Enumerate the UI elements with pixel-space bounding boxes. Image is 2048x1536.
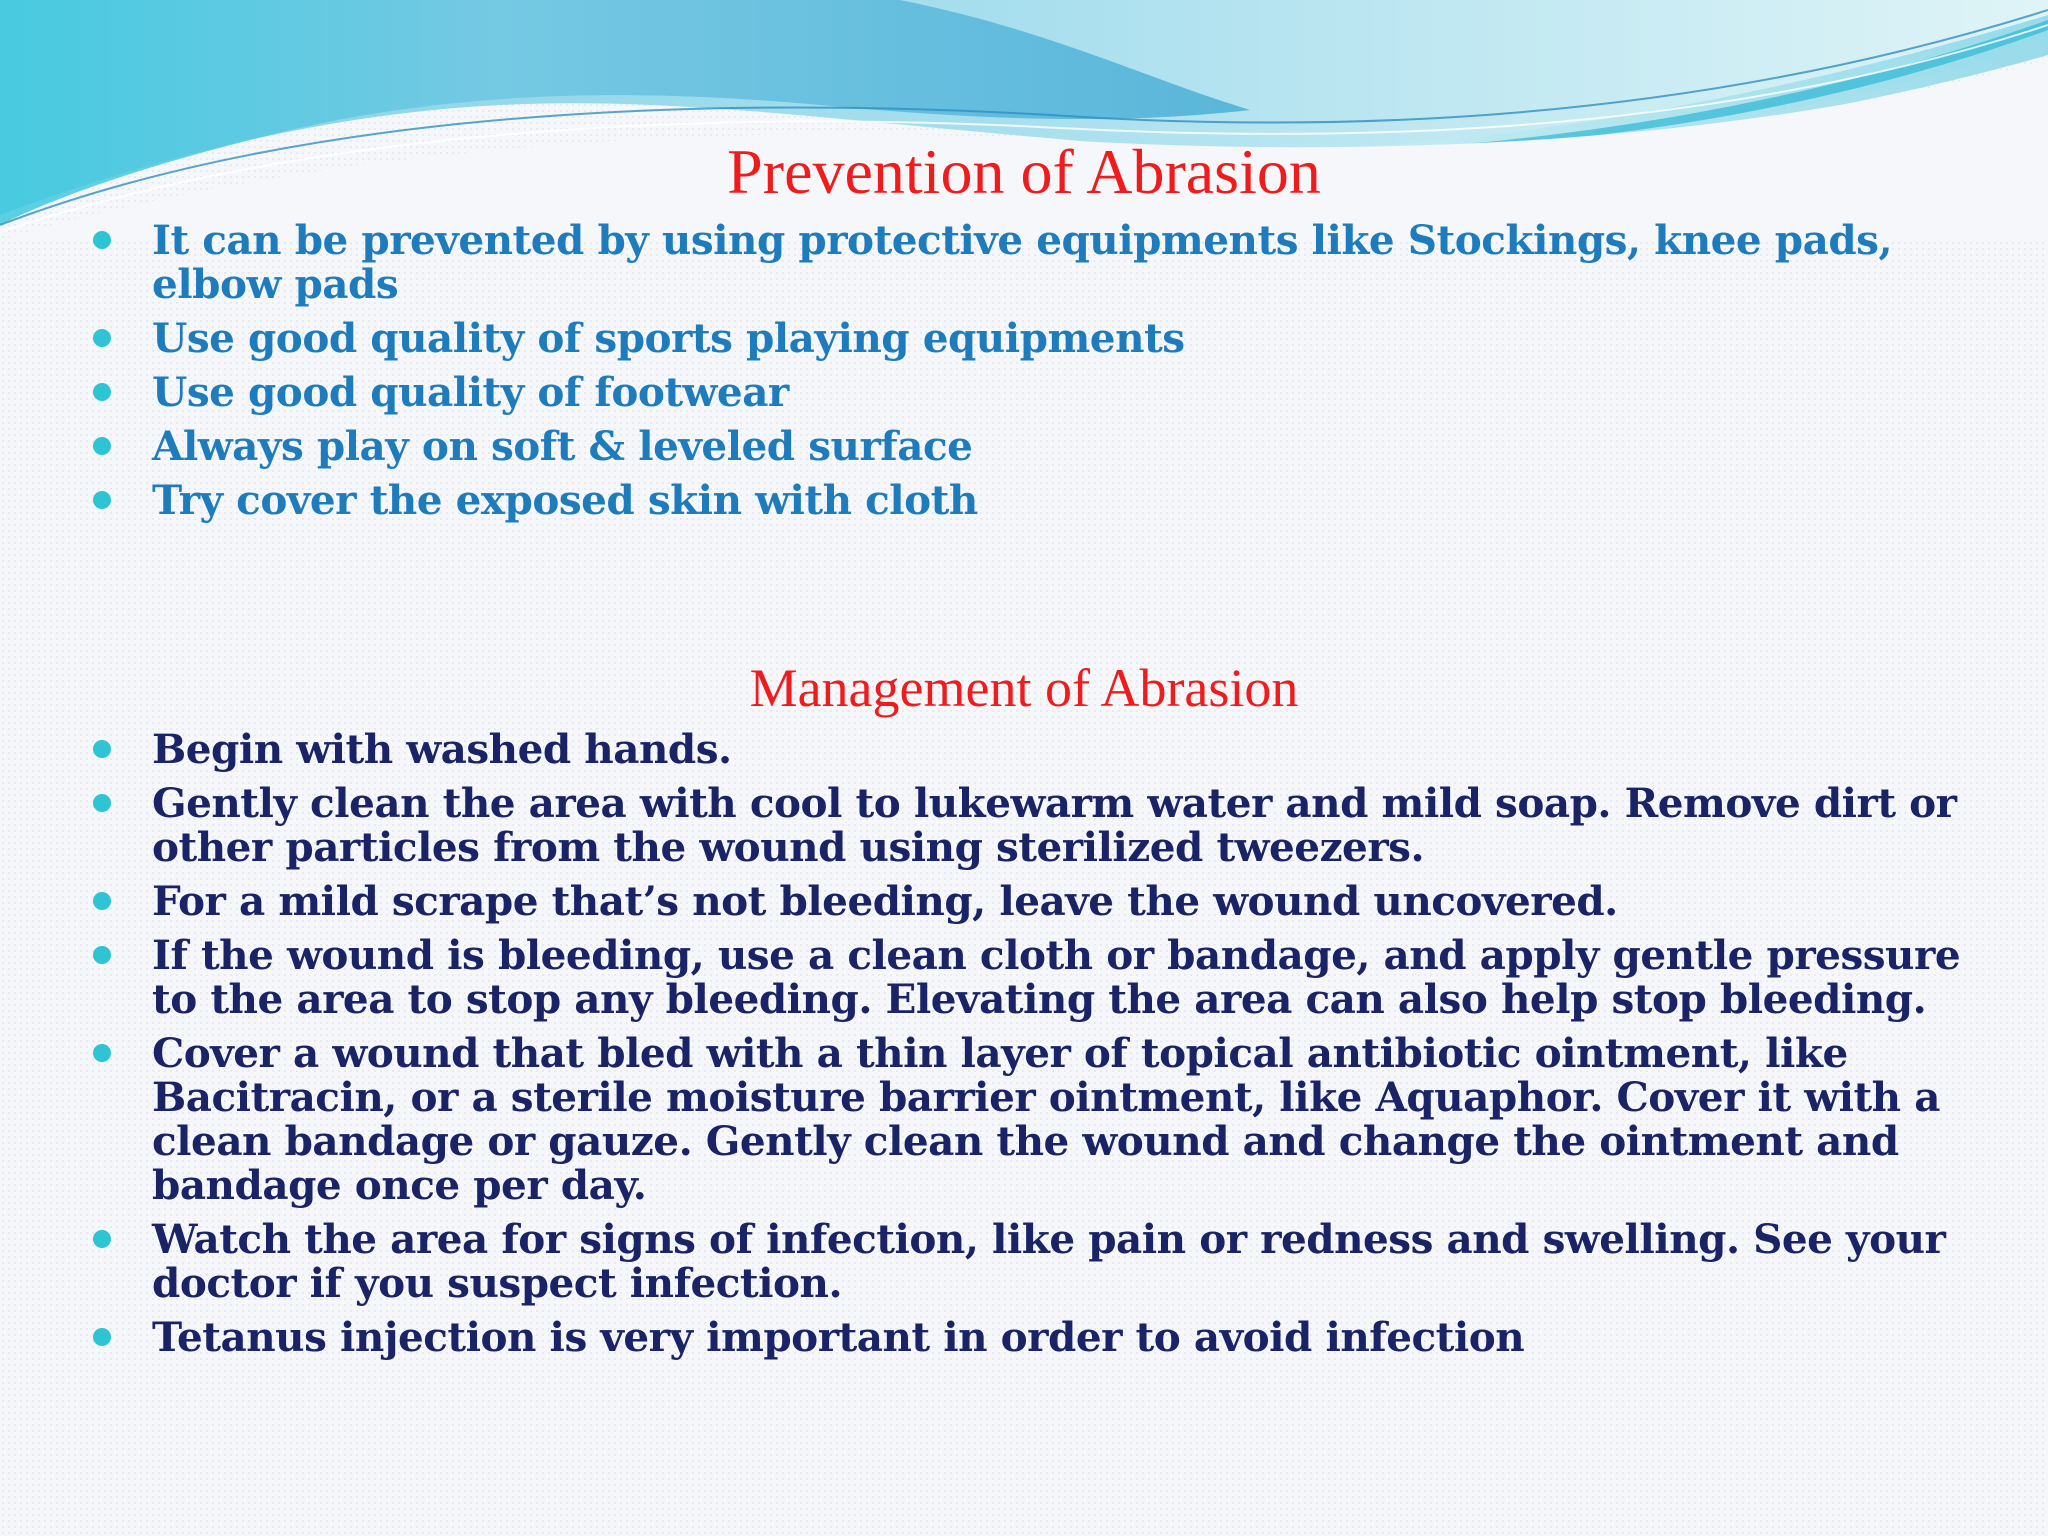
list-item [90,727,1990,771]
list-item [90,879,1990,923]
prevention-title: Prevention of Abrasion [727,136,1321,207]
list-item-text: Always play on soft & leveled surface [152,422,973,470]
bullet-dot-icon [93,1044,111,1062]
bullet-dot-icon [93,437,111,455]
management-list [90,727,1990,1369]
bullet-dot-icon [93,740,111,758]
bullet-dot-icon [93,946,111,964]
bullet-dot-icon [93,1328,111,1346]
list-item-text: Gently clean the area with cool to lukewarm water and mild soap. Remove dirt or other particles from the wound using sterilized tweezers. [152,779,1957,871]
list-item-text: Watch the area for signs of infection, like pain or redness and swelling. See your doctor if you suspect infection. [152,1215,1946,1307]
list-item [90,781,1990,869]
list-item-text: Use good quality of sports playing equipments [152,314,1185,362]
list-item [90,218,1990,306]
list-item [90,1217,1990,1305]
list-item-text: Tetanus injection is very important in order to avoid infection [152,1313,1525,1361]
bullet-dot-icon [93,231,111,249]
list-item-text: For a mild scrape that’s not bleeding, leave the wound uncovered. [152,877,1618,925]
list-item-text: If the wound is bleeding, use a clean cloth or bandage, and apply gentle pressure to the area to stop any bleeding. Elevating the area can also help stop bleeding. [152,931,1961,1023]
list-item [90,1315,1990,1359]
list-item [90,933,1990,1021]
bullet-dot-icon [93,329,111,347]
bullet-dot-icon [93,1230,111,1248]
list-item [90,316,1990,360]
list-item [90,424,1990,468]
management-title: Management of Abrasion [749,658,1299,718]
list-item [90,1031,1990,1207]
list-item-text: Begin with washed hands. [152,725,732,773]
list-item-text: Try cover the exposed skin with cloth [152,476,978,524]
bullet-dot-icon [93,892,111,910]
list-item [90,370,1990,414]
list-item-text: Cover a wound that bled with a thin layer of topical antibiotic ointment, like Bacitracin, or a sterile moisture barrier ointment, like Aquaphor. Cover it with a clean bandage or gauze. Gently clean the wound and change the ointment and bandage once per day. [152,1029,1940,1209]
bullet-dot-icon [93,794,111,812]
list-item-text: Use good quality of footwear [152,368,789,416]
list-item-text: It can be prevented by using protective equipments like Stockings, knee pads, elbow pads [152,216,1893,308]
bullet-dot-icon [93,491,111,509]
list-item [90,478,1990,522]
prevention-list [90,218,1990,532]
bullet-dot-icon [93,383,111,401]
